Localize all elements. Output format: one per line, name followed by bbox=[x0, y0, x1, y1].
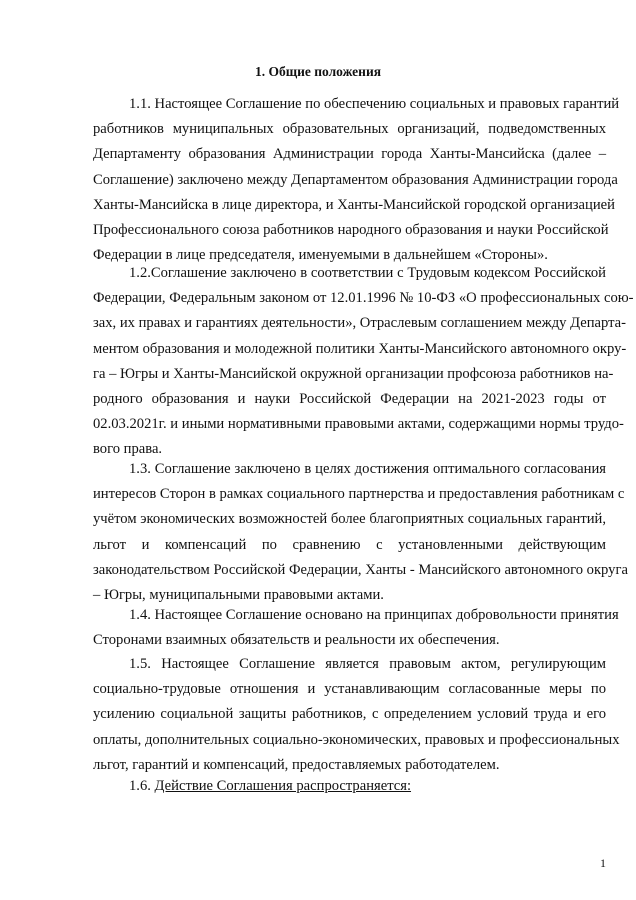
section-heading: 1. Общие положения bbox=[254, 64, 382, 79]
text-line: льгот и компенсаций по сравнению с установленными действующим bbox=[93, 536, 606, 553]
paragraph-1-6 bbox=[93, 774, 606, 799]
clause-underlined-text: Действие Соглашения распространяется: bbox=[154, 778, 412, 794]
text-line: родного образования и науки Российской Федерации на 2021-2023 годы от bbox=[93, 390, 606, 407]
text-line: 02.03.2021г. и иными нормативными правовыми актами, содержащими нормы трудо- bbox=[93, 416, 624, 433]
text-line: льгот, гарантий и компенсаций, предоставляемых работодателем. bbox=[93, 756, 500, 773]
page-number: 1 bbox=[600, 856, 606, 870]
text-line: Федерации в лице председателя, именуемыми в дальнейшем «Стороны». bbox=[93, 247, 548, 264]
text-line: Департаменту образования Администрации города Ханты-Мансийска (далее – bbox=[93, 146, 606, 163]
text-line: 1.2.Соглашение заключено в соответствии с Трудовым кодексом Российской bbox=[129, 265, 606, 281]
text-line: работников муниципальных образовательных организаций, подведомственных bbox=[93, 121, 606, 138]
text-line: законодательством Российской Федерации, Ханты - Мансийского автономного округа bbox=[93, 561, 628, 578]
text-line: вого права. bbox=[93, 441, 163, 458]
paragraph-1-1 bbox=[93, 92, 620, 268]
text-line: Профессионального союза работников народного образования и науки Российской bbox=[93, 221, 609, 238]
text-line: интересов Сторон в рамках социального партнерства и предоставления работникам с bbox=[93, 486, 625, 503]
text-line: Сторонами взаимных обязательств и реальности их обеспечения. bbox=[93, 632, 500, 649]
text-line: усилению социальной защиты работников, с определением условий труда и его bbox=[93, 706, 606, 723]
text-line: – Югры, муниципальными правовыми актами. bbox=[93, 586, 384, 603]
text-line: оплаты, дополнительных социально-экономических, правовых и профессиональных bbox=[93, 731, 620, 748]
text-line: зах, их правах и гарантиях деятельности», Отраслевым соглашением между Департа- bbox=[93, 315, 627, 332]
text-line: ментом образования и молодежной политики Ханты-Мансийского автономного окру- bbox=[93, 340, 627, 357]
text-line bbox=[93, 774, 606, 799]
text-line: га – Югры и Ханты-Мансийской окружной организации профсоюза работников на- bbox=[93, 365, 614, 382]
clause-number: 1.6. bbox=[129, 778, 151, 794]
text-line: Соглашение) заключено между Департаментом образования Администрации города bbox=[93, 171, 618, 188]
text-line: социально-трудовые отношения и устанавливающим согласованные меры по bbox=[93, 681, 606, 698]
paragraph-1-4 bbox=[93, 603, 619, 653]
text-line: 1.4. Настоящее Соглашение основано на принципах добровольности принятия bbox=[129, 607, 619, 623]
text-line: 1.5. Настоящее Соглашение является правовым актом, регулирующим bbox=[129, 656, 606, 672]
text-line: 1.3. Соглашение заключено в целях достижения оптимального согласования bbox=[129, 461, 606, 477]
paragraph-1-5 bbox=[93, 652, 620, 778]
text-line: Ханты-Мансийска в лице директора, и Ханты-Мансийской городской организацией bbox=[93, 196, 615, 213]
text-line: Федерации, Федеральным законом от 12.01.1996 № 10-ФЗ «О профессиональных сою- bbox=[93, 290, 634, 307]
paragraph-1-3 bbox=[93, 457, 628, 608]
text-line: учётом экономических возможностей более благоприятных социальных гарантий, bbox=[93, 511, 606, 528]
text-line: 1.1. Настоящее Соглашение по обеспечению социальных и правовых гарантий bbox=[129, 96, 620, 112]
paragraph-1-2 bbox=[93, 261, 634, 463]
